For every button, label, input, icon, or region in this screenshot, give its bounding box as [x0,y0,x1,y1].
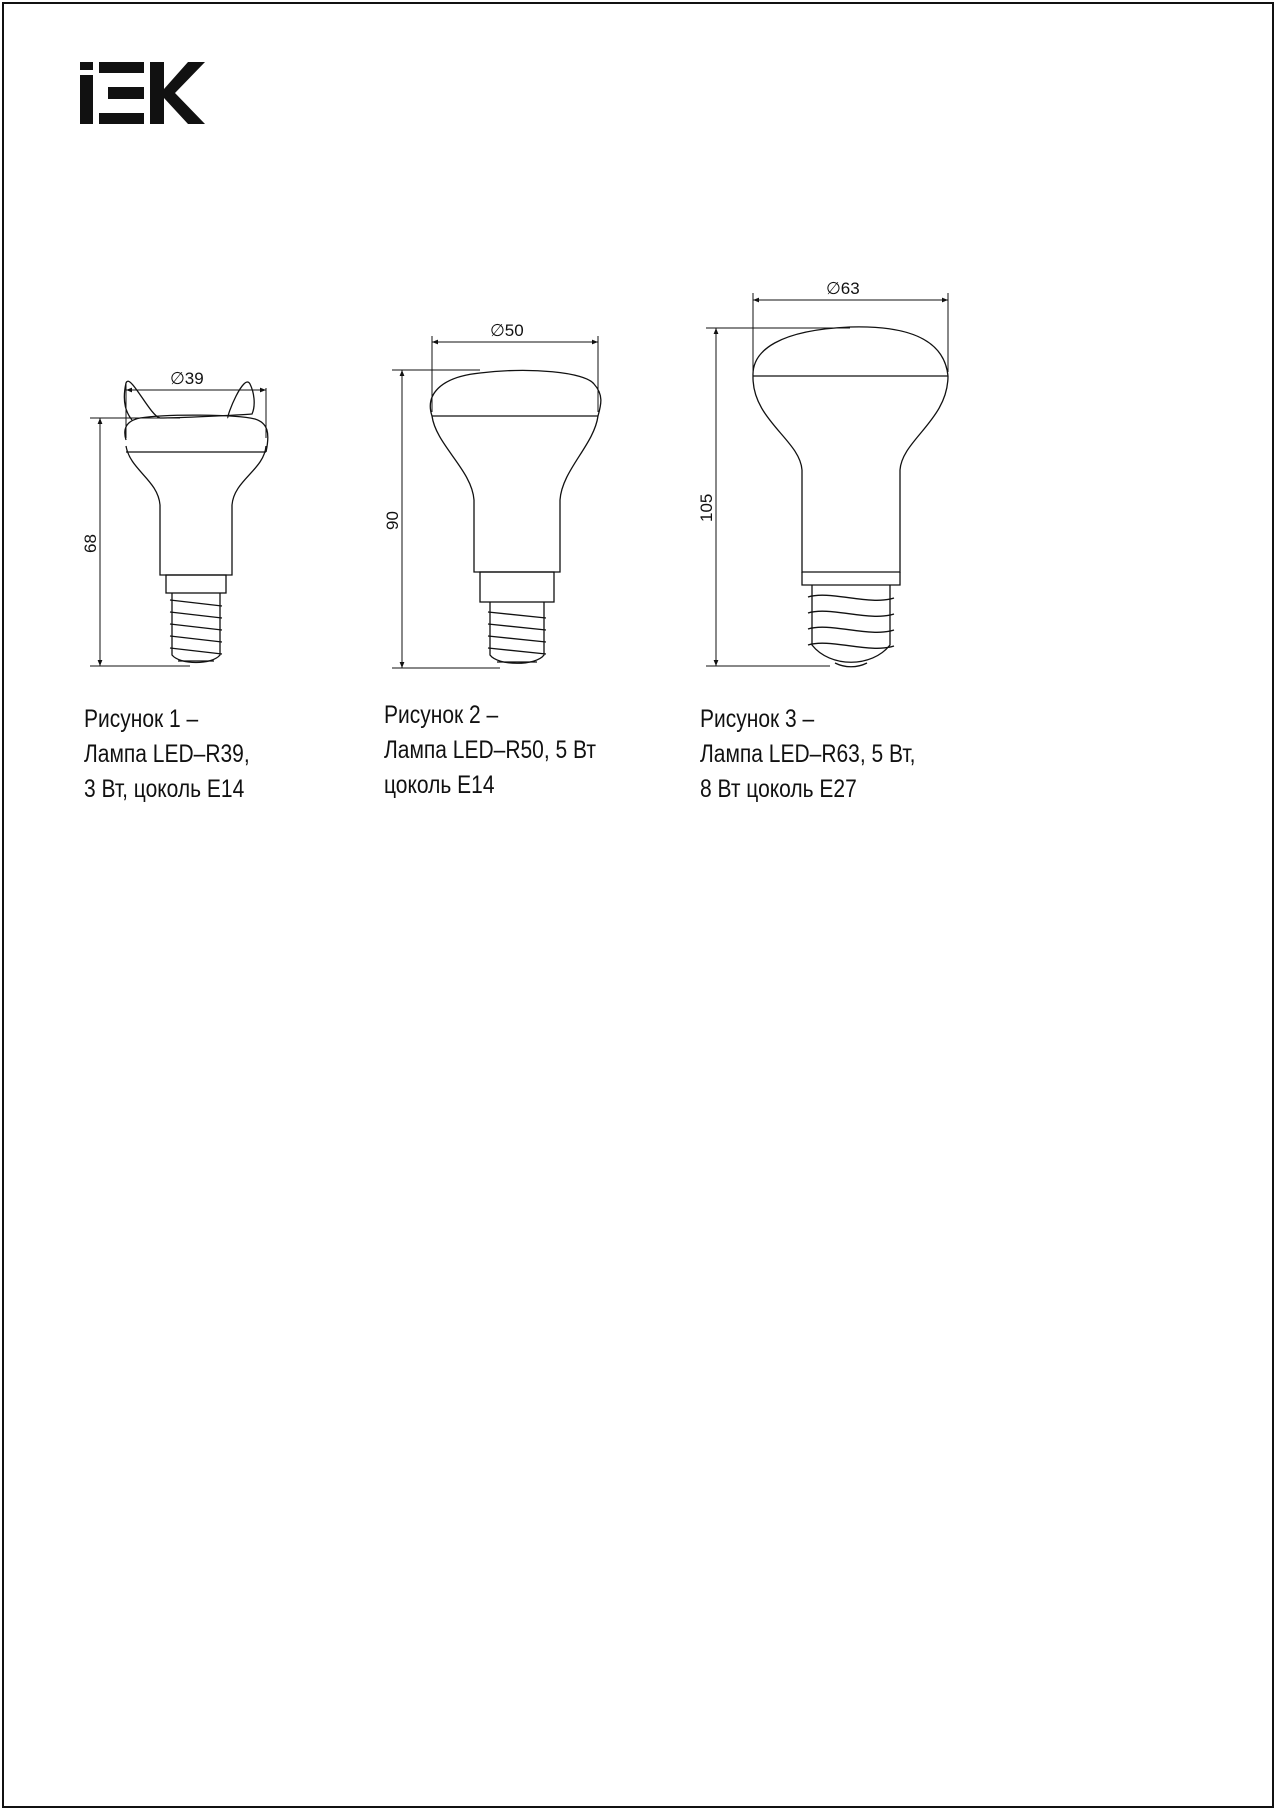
figure-2-caption-line-1: Рисунок 2 – [384,701,499,729]
lamp-r63-outline [753,327,948,667]
lamp2-height-label: 90 [383,511,402,530]
figure-3-caption [700,702,915,807]
lamp-r39-outline [124,381,267,662]
figure-3-caption-line-1: Рисунок 3 – [700,705,815,733]
lamps-drawing [0,0,1280,720]
figure-1-caption-line-3: 3 Вт, цоколь Е14 [84,775,245,803]
figure-1-caption [84,702,250,807]
figure-1-caption-line-1: Рисунок 1 – [84,705,199,733]
lamp3-diameter-label: ∅63 [826,279,860,298]
lamp-r50-outline [430,370,601,663]
figure-2-caption-line-3: цоколь Е14 [384,771,495,799]
lamp1-diameter-label: ∅39 [170,369,204,388]
figure-3-caption-line-3: 8 Вт цоколь Е27 [700,775,857,803]
figure-2-caption-line-2: Лампа LED–R50, 5 Вт [384,736,596,764]
figure-2-caption [384,698,596,803]
lamp2-diameter-label: ∅50 [490,321,524,340]
figure-1-caption-line-2: Лампа LED–R39, [84,740,250,768]
figure-3-caption-line-2: Лампа LED–R63, 5 Вт, [700,740,916,768]
lamp3-height-label: 105 [697,493,716,522]
lamp1-height-label: 68 [81,534,100,553]
